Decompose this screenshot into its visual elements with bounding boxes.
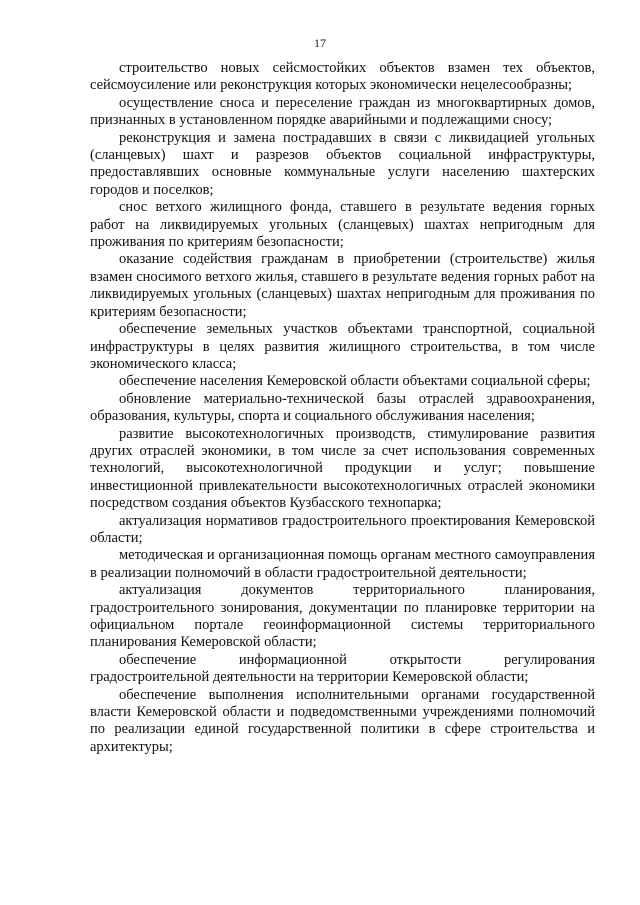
paragraph: обновление материально-технической базы отраслей здравоохранения, образования, культуры, спорта и социального обслуживания населения; xyxy=(90,390,595,425)
paragraph: развитие высокотехнологичных производств, стимулирование развития других отраслей экономики, в том числе за счет использования современных технологий, высокотехнологичной продукции и услуг; повышение инвестиционной привлекательности высокотехнологичных отраслей экономики посредством создания объектов Кузбасского технопарка; xyxy=(90,425,595,512)
paragraph: методическая и организационная помощь органам местного самоуправления в реализации полномочий в области градостроительной деятельности; xyxy=(90,547,595,581)
paragraph: обеспечение выполнения исполнительными органами государственной власти Кемеровской области и подведомственными учреждениями полномочий по реализации единой государственной политики в сфере строительства и архитектуры; xyxy=(90,686,595,755)
paragraph: обеспечение земельных участков объектами транспортной, социальной инфраструктуры в целях развития жилищного строительства, в том числе экономического класса; xyxy=(90,321,595,372)
paragraph: снос ветхого жилищного фонда, ставшего в результате ведения горных работ на ликвидируемых угольных (сланцевых) шахтах непригодным для проживания по критериям безопасности; xyxy=(90,199,595,251)
paragraph: обеспечение населения Кемеровской области объектами социальной сферы; xyxy=(119,373,591,390)
paragraph: строительство новых сейсмостойких объектов взамен тех объектов, сейсмоусиление или реконструкция которых экономически нецелесообразны; xyxy=(90,60,595,94)
page-number: 17 xyxy=(314,36,326,50)
body-text xyxy=(90,60,595,756)
paragraph: осуществление сноса и переселение граждан из многоквартирных домов, признанных в установленном порядке аварийными и подлежащими сносу; xyxy=(90,94,595,129)
paragraph: реконструкция и замена пострадавших в связи с ликвидацией угольных (сланцевых) шахт и разрезов объектов социальной инфраструктуры, предоставлявших основные коммунальные услуги населению шахтерских городов и поселков; xyxy=(90,129,595,198)
paragraph: актуализация документов территориального планирования, градостроительного зонирования, документации по планировке территории на официальном портале геоинформационной системы территориального планирования Кемеровской области; xyxy=(90,582,595,651)
paragraph: оказание содействия гражданам в приобретении (строительстве) жилья взамен сносимого ветхого жилья, ставшего в результате ведения горных работ на ликвидируемых угольных (сланцевых) шахтах непригодным для проживания по критериям безопасности; xyxy=(90,251,595,320)
paragraph: актуализация нормативов градостроительного проектирования Кемеровской области; xyxy=(90,512,595,546)
paragraph: обеспечение информационной открытости регулирования градостроительной деятельности на территории Кемеровской области; xyxy=(90,651,595,686)
